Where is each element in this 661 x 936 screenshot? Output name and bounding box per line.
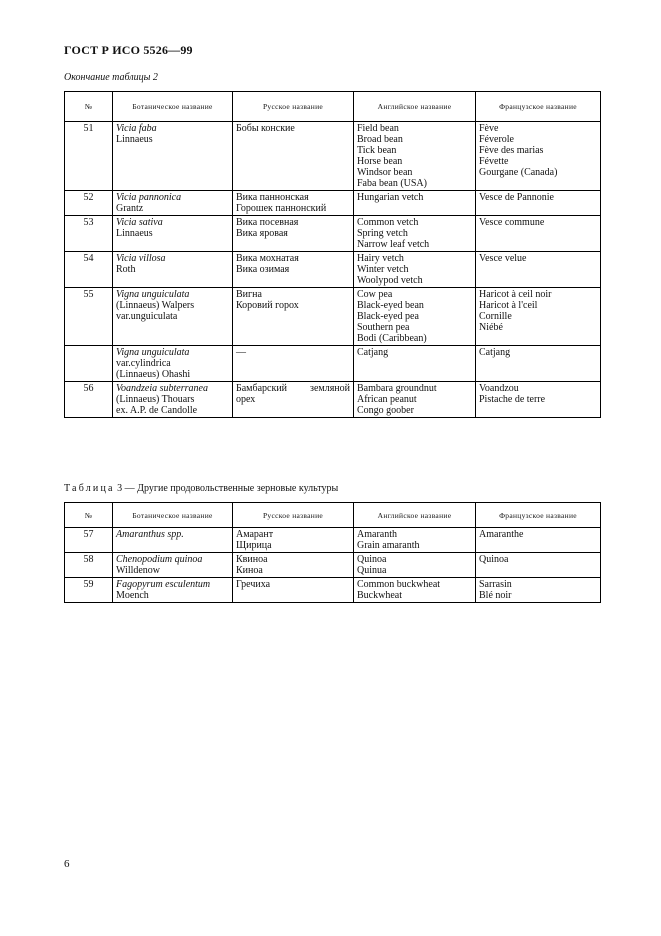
cell-botanical-name	[113, 382, 233, 418]
english-name-line: Common buckwheat	[357, 579, 441, 590]
table-row	[65, 528, 601, 553]
cell-russian-name	[233, 553, 354, 578]
cell-botanical-name	[113, 216, 233, 252]
english-name-line: Hungarian vetch	[357, 192, 424, 203]
french-name-line: Catjang	[479, 347, 511, 358]
cell-french-name	[476, 382, 601, 418]
cell-french-name	[476, 346, 601, 382]
table-row	[65, 288, 601, 346]
cell-english-name	[354, 122, 476, 191]
english-name-line: Horse bean	[357, 156, 403, 167]
english-name-line: Grain amaranth	[357, 540, 420, 551]
english-name-line: Amaranth	[357, 529, 397, 540]
cell-botanical-name	[113, 528, 233, 553]
cell-french-name	[476, 191, 601, 216]
english-name-line: Spring vetch	[357, 228, 408, 239]
french-name-line: Pistache de terre	[479, 394, 546, 405]
table-3-caption	[64, 483, 338, 494]
botanical-name-line: Linnaeus	[116, 134, 153, 145]
botanical-name-line: Fagopyrum esculentum	[116, 579, 211, 590]
cell-english-name	[354, 216, 476, 252]
cell-botanical-name	[113, 191, 233, 216]
french-name-line: Niébé	[479, 322, 503, 333]
column-header-botanical: Ботаническое название	[113, 503, 233, 528]
table-3	[64, 502, 601, 603]
french-name-line: Vesce velue	[479, 253, 527, 264]
botanical-name-line: Vicia faba	[116, 123, 157, 134]
page-number: 6	[64, 858, 70, 870]
botanical-name-line: (Linnaeus) Ohashi	[116, 369, 191, 380]
english-name-line: Bodi (Caribbean)	[357, 333, 427, 344]
table-row	[65, 252, 601, 288]
column-header-english: Английское название	[354, 503, 476, 528]
column-header-number: №	[65, 92, 113, 122]
french-name-line: Fève des marias	[479, 145, 544, 156]
english-name-line: Winter vetch	[357, 264, 409, 275]
french-name-line: Haricot à l'ceil	[479, 300, 538, 311]
cell-french-name	[476, 528, 601, 553]
cell-botanical-name	[113, 346, 233, 382]
cell-botanical-name	[113, 288, 233, 346]
french-name-line: Blé noir	[479, 590, 512, 601]
botanical-name-line: (Linnaeus) Thouars	[116, 394, 195, 405]
table-row	[65, 191, 601, 216]
cell-number: 54	[65, 252, 113, 288]
english-name-line: Black-eyed bean	[357, 300, 424, 311]
botanical-name-line: Linnaeus	[116, 228, 153, 239]
botanical-name-line: Vicia sativa	[116, 217, 163, 228]
russian-name-line: Бамбарский земляной	[236, 383, 350, 394]
french-name-line: Vesce commune	[479, 217, 545, 228]
english-name-line: Tick bean	[357, 145, 397, 156]
english-name-line: Broad bean	[357, 134, 403, 145]
french-name-line: Gourgane (Canada)	[479, 167, 558, 178]
cell-english-name	[354, 578, 476, 603]
cell-russian-name	[233, 382, 354, 418]
english-name-line: Common vetch	[357, 217, 419, 228]
english-name-line: Buckwheat	[357, 590, 402, 601]
cell-english-name	[354, 252, 476, 288]
table-2	[64, 91, 601, 418]
cell-number	[65, 346, 113, 382]
botanical-name-line: Amaranthus spp.	[116, 529, 184, 540]
botanical-name-line: Vigna unguiculata	[116, 289, 190, 300]
botanical-name-line: Grantz	[116, 203, 144, 214]
french-name-line: Quinoa	[479, 554, 509, 565]
russian-name-line: Киноа	[236, 565, 263, 576]
english-name-line: Congo goober	[357, 405, 414, 416]
french-name-line: Féverole	[479, 134, 514, 145]
french-name-line: Vesce de Pannonie	[479, 192, 554, 203]
cell-english-name	[354, 288, 476, 346]
english-name-line: Southern pea	[357, 322, 410, 333]
table-2-continuation-caption: Окончание таблицы 2	[64, 72, 158, 83]
russian-name-line: Вигна	[236, 289, 262, 300]
french-name-line: Voandzou	[479, 383, 519, 394]
russian-name-line: Вика мохнатая	[236, 253, 299, 264]
table-row	[65, 382, 601, 418]
botanical-name-line: Roth	[116, 264, 136, 275]
cell-number: 58	[65, 553, 113, 578]
french-name-line: Amaranthe	[479, 529, 524, 540]
column-header-botanical: Ботаническое название	[113, 92, 233, 122]
english-name-line: Hairy vetch	[357, 253, 404, 264]
botanical-name-line: ex. A.P. de Candolle	[116, 405, 198, 416]
french-name-line: Cornille	[479, 311, 512, 322]
cell-number: 57	[65, 528, 113, 553]
table-header-row	[65, 92, 601, 122]
russian-name-line: Гречиха	[236, 579, 271, 590]
cell-english-name	[354, 346, 476, 382]
cell-number: 55	[65, 288, 113, 346]
russian-name-line: Вика посевная	[236, 217, 299, 228]
russian-name-line: Амарант	[236, 529, 274, 540]
botanical-name-line: Vicia pannonica	[116, 192, 182, 203]
english-name-line: African peanut	[357, 394, 417, 405]
botanical-name-line: (Linnaeus) Walpers	[116, 300, 195, 311]
column-header-english: Английское название	[354, 92, 476, 122]
cell-french-name	[476, 122, 601, 191]
russian-name-line: орех	[236, 394, 256, 405]
column-header-french: Французское название	[476, 92, 601, 122]
column-header-french: Французское название	[476, 503, 601, 528]
cell-english-name	[354, 382, 476, 418]
table-header-row	[65, 503, 601, 528]
botanical-name-line: Moench	[116, 590, 149, 601]
cell-russian-name	[233, 252, 354, 288]
russian-name-line: —	[236, 347, 246, 358]
french-name-line: Fève	[479, 123, 499, 134]
french-name-line: Févette	[479, 156, 509, 167]
cell-russian-name	[233, 216, 354, 252]
english-name-line: Quinua	[357, 565, 387, 576]
french-name-line: Sarrasin	[479, 579, 512, 590]
english-name-line: Woolypod vetch	[357, 275, 423, 286]
english-name-line: Black-eyed pea	[357, 311, 419, 322]
cell-russian-name	[233, 191, 354, 216]
cell-botanical-name	[113, 122, 233, 191]
english-name-line: Quinoa	[357, 554, 387, 565]
cell-botanical-name	[113, 578, 233, 603]
russian-name-line: Вика озимая	[236, 264, 290, 275]
russian-name-line: Бобы конские	[236, 123, 295, 134]
column-header-number: №	[65, 503, 113, 528]
russian-name-line: Горошек паннонский	[236, 203, 327, 214]
column-header-russian: Русское название	[233, 92, 354, 122]
table-row	[65, 553, 601, 578]
table-row	[65, 346, 601, 382]
cell-french-name	[476, 553, 601, 578]
cell-botanical-name	[113, 553, 233, 578]
cell-number: 53	[65, 216, 113, 252]
french-name-line: Haricot à ceil noir	[479, 289, 552, 300]
table-3-caption-label: Таблица	[64, 483, 115, 494]
botanical-name-line: Chenopodium quinoa	[116, 554, 203, 565]
table-3-caption-title: 3 — Другие продовольственные зерновые культуры	[114, 483, 339, 494]
cell-botanical-name	[113, 252, 233, 288]
botanical-name-line: Voandzeia subterranea	[116, 383, 208, 394]
cell-russian-name	[233, 288, 354, 346]
cell-english-name	[354, 553, 476, 578]
russian-name-line: Вика яровая	[236, 228, 288, 239]
english-name-line: Windsor bean	[357, 167, 413, 178]
cell-french-name	[476, 216, 601, 252]
botanical-name-line: var.unguiculata	[116, 311, 178, 322]
table-row	[65, 216, 601, 252]
cell-number: 51	[65, 122, 113, 191]
russian-name-line: Коровий горох	[236, 300, 299, 311]
english-name-line: Catjang	[357, 347, 389, 358]
table-row	[65, 122, 601, 191]
table-row	[65, 578, 601, 603]
cell-english-name	[354, 191, 476, 216]
cell-russian-name	[233, 346, 354, 382]
cell-french-name	[476, 288, 601, 346]
botanical-name-line: Vigna unguiculata	[116, 347, 190, 358]
botanical-name-line: var.cylindrica	[116, 358, 171, 369]
cell-russian-name	[233, 528, 354, 553]
cell-english-name	[354, 528, 476, 553]
english-name-line: Cow pea	[357, 289, 393, 300]
russian-name-line: Квиноа	[236, 554, 268, 565]
cell-french-name	[476, 252, 601, 288]
english-name-line: Narrow leaf vetch	[357, 239, 430, 250]
cell-russian-name	[233, 578, 354, 603]
cell-number: 56	[65, 382, 113, 418]
english-name-line: Bambara groundnut	[357, 383, 437, 394]
botanical-name-line: Vicia villosa	[116, 253, 166, 264]
column-header-russian: Русское название	[233, 503, 354, 528]
russian-name-line: Щирица	[236, 540, 272, 551]
english-name-line: Field bean	[357, 123, 399, 134]
english-name-line: Faba bean (USA)	[357, 178, 427, 189]
russian-name-line: Вика паннонская	[236, 192, 309, 203]
document-title: ГОСТ Р ИСО 5526—99	[64, 43, 193, 57]
cell-french-name	[476, 578, 601, 603]
cell-russian-name	[233, 122, 354, 191]
cell-number: 52	[65, 191, 113, 216]
botanical-name-line: Willdenow	[116, 565, 161, 576]
cell-number: 59	[65, 578, 113, 603]
